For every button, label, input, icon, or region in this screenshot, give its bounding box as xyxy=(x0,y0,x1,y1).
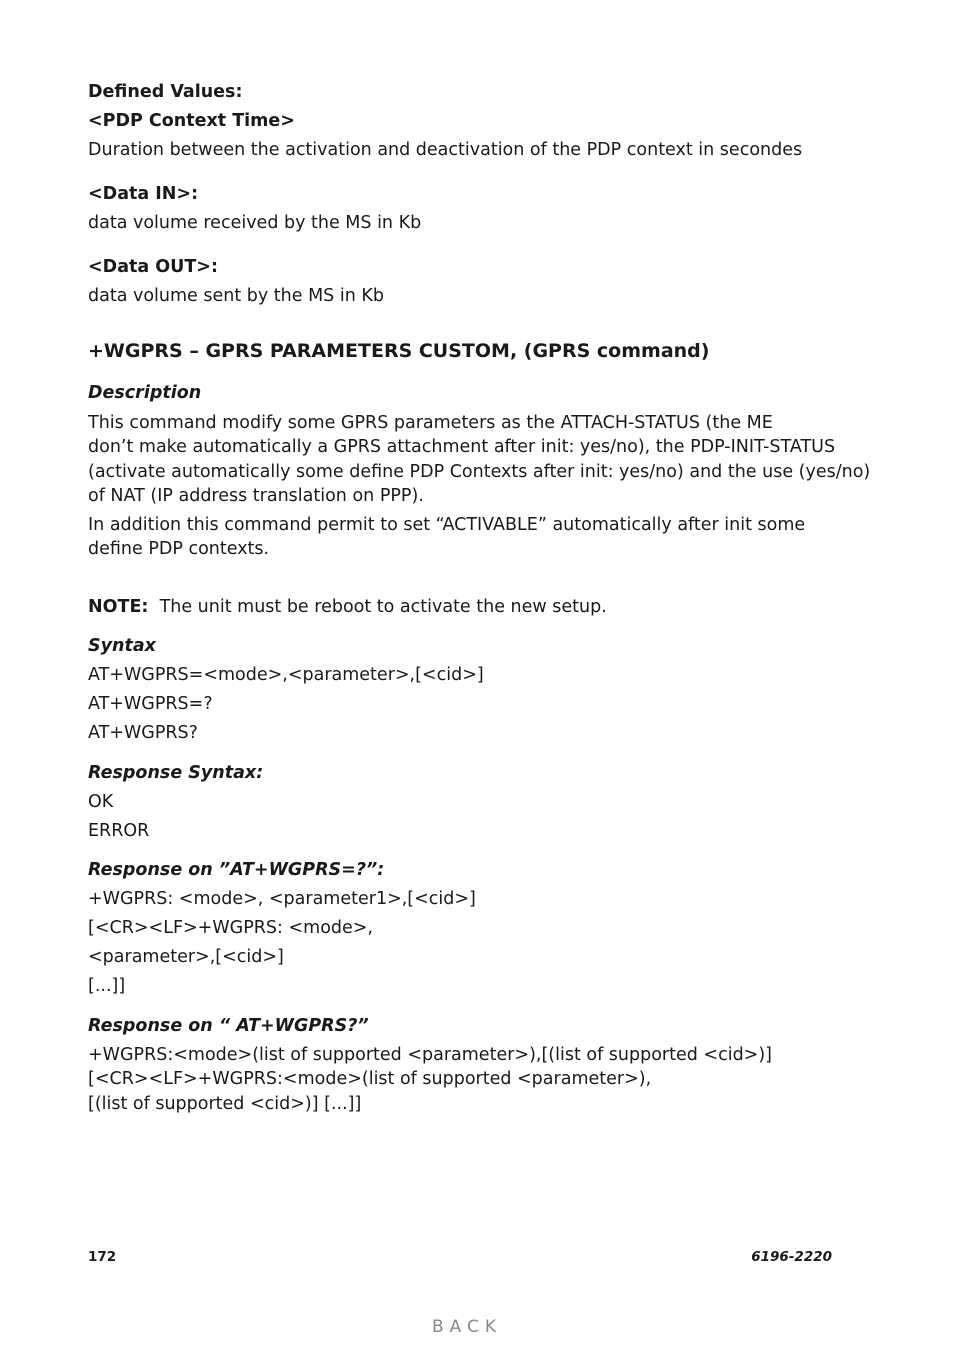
defined-values-title: Defined Values: xyxy=(88,82,243,102)
response-test-line: [...]] xyxy=(88,976,126,996)
description-label: Description xyxy=(88,383,202,403)
description-line: of NAT (IP address translation on PPP). xyxy=(88,485,424,506)
back-link[interactable]: BACK xyxy=(431,1317,502,1337)
response-read-line: [(list of supported <cid>)] [...]] xyxy=(88,1093,362,1114)
addition-line: In addition this command permit to set “ACTIVABLE” automatically after init some xyxy=(88,515,806,535)
addition-paragraph xyxy=(88,513,805,562)
pdp-context-time-label: <PDP Context Time> xyxy=(88,111,295,131)
response-read-label: Response on “ AT+WGPRS?” xyxy=(88,1016,369,1036)
data-out-label: <Data OUT>: xyxy=(88,257,218,277)
description-paragraph xyxy=(88,411,870,508)
syntax-line: AT+WGPRS=<mode>,<parameter>,[<cid>] xyxy=(88,665,484,685)
response-read-block xyxy=(88,1043,772,1116)
document-number: 6196-2220 xyxy=(751,1249,832,1265)
section-heading: +WGPRS – GPRS PARAMETERS CUSTOM, (GPRS command) xyxy=(88,340,710,362)
description-line: don’t make automatically a GPRS attachment after init: yes/no), the PDP-INIT-STATUS xyxy=(88,437,836,458)
response-syntax-label: Response Syntax: xyxy=(88,763,264,783)
response-test-line: <parameter>,[<cid>] xyxy=(88,947,284,967)
response-read-line: [<CR><LF>+WGPRS:<mode>(list of supported <parameter>), xyxy=(88,1069,652,1090)
syntax-line: AT+WGPRS=? xyxy=(88,694,213,714)
description-line: This command modify some GPRS parameters as the ATTACH-STATUS (the ME xyxy=(88,413,773,433)
syntax-label: Syntax xyxy=(88,636,156,656)
description-line: (activate automatically some define PDP Contexts after init: yes/no) and the use (yes/no) xyxy=(88,461,871,482)
note-text: The unit must be reboot to activate the new setup. xyxy=(159,597,607,617)
response-test-line: +WGPRS: <mode>, <parameter1>,[<cid>] xyxy=(88,889,476,909)
response-test-line: [<CR><LF>+WGPRS: <mode>, xyxy=(88,918,373,938)
pdp-context-time-description: Duration between the activation and deactivation of the PDP context in secondes xyxy=(88,140,803,160)
addition-line: define PDP contexts. xyxy=(88,539,270,560)
syntax-line: AT+WGPRS? xyxy=(88,723,198,743)
data-out-description: data volume sent by the MS in Kb xyxy=(88,286,384,306)
data-in-label: <Data IN>: xyxy=(88,184,199,204)
response-test-label: Response on ”AT+WGPRS=?”: xyxy=(88,860,385,880)
page-number: 172 xyxy=(88,1249,117,1265)
note-label: NOTE: xyxy=(88,597,149,617)
note xyxy=(88,595,607,619)
response-syntax-line: ERROR xyxy=(88,821,150,841)
response-read-line: +WGPRS:<mode>(list of supported <parameter>),[(list of supported <cid>)] xyxy=(88,1045,773,1065)
data-in-description: data volume received by the MS in Kb xyxy=(88,213,422,233)
response-syntax-line: OK xyxy=(88,792,114,812)
